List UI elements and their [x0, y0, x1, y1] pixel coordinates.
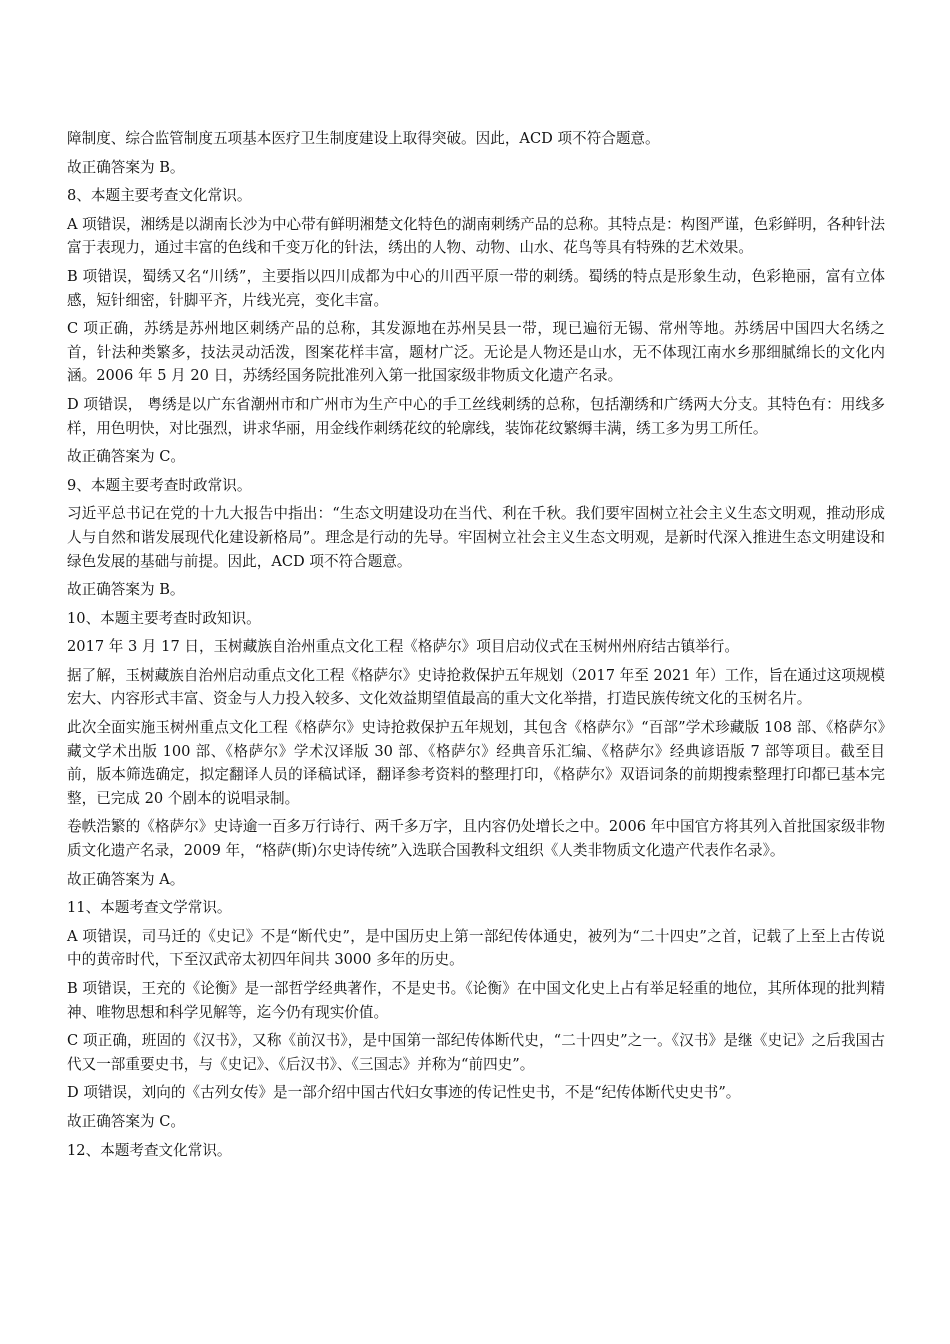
explanation-paragraph: C 项正确，苏绣是苏州地区刺绣产品的总称，其发源地在苏州吴县一带，现已遍衍无锡、常州等地。苏绣居中国四大名绣之首，针法种类繁多，技法灵动活泼，图案花样丰富，题材广泛。无论是人物还是山水，无不体现江南水乡那细腻绵长的文化内涵。2006 年 5 月 20 日，苏绣经国务院批准列入第一批国家级非物质文化遗产名录。	[67, 320, 885, 385]
explanation-paragraph: 此次全面实施玉树州重点文化工程《格萨尔》史诗抢救保护五年规划，其包含《格萨尔》“百部”学术珍藏版 108 部、《格萨尔》藏文学术出版 100 部、《格萨尔》学术汉译版 30 部、《格萨尔》经典音乐汇编、《格萨尔》经典谚语版 7 部等项目。截至目前，版本筛选确定，拟定翻译人员的译稿试译，翻译参考资料的整理打印，《格萨尔》双语词条的前期搜索整理打印都已基本完整，已完成 20 个剧本的说唱录制。	[67, 719, 885, 807]
explanation-paragraph: D 项错误，刘向的《古列女传》是一部介绍中国古代妇女事迹的传记性史书，不是“纪传体断代史史书”。	[67, 1084, 741, 1102]
explanation-paragraph: B 项错误，蜀绣又名“川绣”，主要指以四川成都为中心的川西平原一带的刺绣。蜀绣的特点是形象生动，色彩艳丽，富有立体感，短针细密，针脚平齐，片线光亮，变化丰富。	[67, 267, 885, 309]
question-heading: 12、本题考查文化常识。	[67, 1141, 232, 1159]
paragraph-continuation: 障制度、综合监管制度五项基本医疗卫生制度建设上取得突破。因此，ACD 项不符合题意。	[67, 130, 660, 147]
answer-line: 故正确答案为 C。	[67, 1112, 185, 1130]
question-heading: 10、本题主要考查时政知识。	[67, 609, 261, 627]
answer-line: 故正确答案为 A。	[67, 870, 185, 888]
explanation-paragraph: A 项错误，湘绣是以湖南长沙为中心带有鲜明湘楚文化特色的湖南刺绣产品的总称。其特点是：构图严谨，色彩鲜明，各种针法富于表现力，通过丰富的色线和千变万化的针法，绣出的人物、动物、山水、花鸟等具有特殊的艺术效果。	[67, 215, 885, 257]
answer-line: 故正确答案为 B。	[67, 581, 185, 599]
explanation-paragraph: B 项错误，王充的《论衡》是一部哲学经典著作，不是史书。《论衡》在中国文化史上占有举足轻重的地位，其所体现的批判精神、唯物思想和科学见解等，迄今仍有现实价值。	[67, 980, 885, 1021]
answer-line: 故正确答案为 C。	[67, 448, 185, 466]
explanation-paragraph: 卷帙浩繁的《格萨尔》史诗逾一百多万行诗行、两千多万字，且内容仍处增长之中。2006 年中国官方将其列入首批国家级非物质文化遗产名录，2009 年，“格萨(斯)尔史诗传统”入选联合国教科文组织《人类非物质文化遗产代表作名录》。	[67, 818, 885, 860]
question-heading: 9、本题主要考查时政常识。	[67, 476, 252, 494]
document-page	[67, 127, 885, 1167]
explanation-paragraph: 习近平总书记在党的十九大报告中指出：“生态文明建设功在当代、利在千秋。我们要牢固树立社会主义生态文明观，推动形成人与自然和谐发展现代化建设新格局”。理念是行动的先导。牢固树立社会主义生态文明观，是新时代深入推进生态文明建设和绿色发展的基础与前提。因此，ACD 项不符合题意。	[67, 505, 885, 570]
explanation-paragraph: D 项错误， 粤绣是以广东省潮州市和广州市为生产中心的手工丝线刺绣的总称，包括潮绣和广绣两大分支。其特色有：用线多样，用色明快，对比强烈，讲求华丽，用金线作刺绣花纹的轮廓线，装饰花纹繁缛丰满，绣工多为男工所任。	[67, 395, 885, 437]
explanation-paragraph: C 项正确，班固的《汉书》，又称《前汉书》，是中国第一部纪传体断代史，“二十四史”之一。《汉书》是继《史记》之后我国古代又一部重要史书，与《史记》、《后汉书》、《三国志》并称为“前四史”。	[67, 1032, 885, 1073]
question-heading: 11、本题考查文学常识。	[67, 899, 232, 917]
explanation-paragraph: A 项错误，司马迁的《史记》不是“断代史”，是中国历史上第一部纪传体通史，被列为“二十四史”之首，记载了上至上古传说中的黄帝时代，下至汉武帝太初四年间共 3000 多年的历史。	[67, 927, 885, 969]
explanation-paragraph: 据了解，玉树藏族自治州启动重点文化工程《格萨尔》史诗抢救保护五年规划（2017 年至 2021 年）工作，旨在通过这项规模宏大、内容形式丰富、资金与人力投入较多、文化效益期望值最高的重大文化举措，打造民族传统文化的玉树名片。	[67, 666, 885, 708]
explanation-paragraph: 2017 年 3 月 17 日，玉树藏族自治州重点文化工程《格萨尔》项目启动仪式在玉树州州府结古镇举行。	[67, 638, 739, 656]
question-heading: 8、本题主要考查文化常识。	[67, 187, 252, 205]
answer-line: 故正确答案为 B。	[67, 158, 185, 176]
